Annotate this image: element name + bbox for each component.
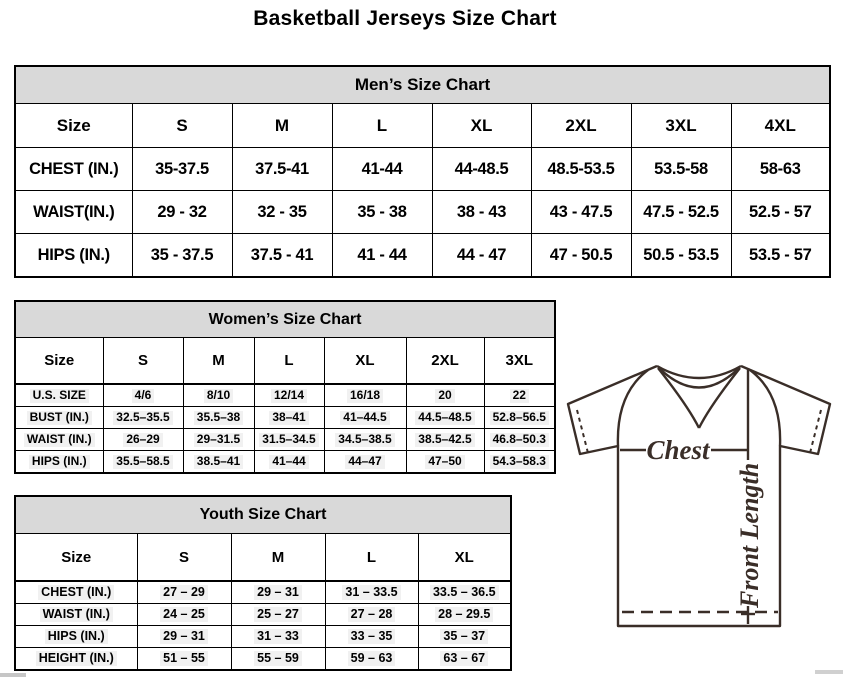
- col-header: S: [132, 104, 232, 148]
- jersey-outline: [568, 366, 830, 626]
- table-row: [15, 66, 830, 104]
- size-value-cell: 20: [406, 384, 484, 407]
- youth-size-chart-table: [14, 495, 512, 671]
- size-value-cell: 37.5 - 41: [232, 234, 332, 278]
- col-header: Size: [15, 534, 137, 582]
- size-value-cell: 44.5–48.5: [406, 407, 484, 429]
- size-value-cell: 32 - 35: [232, 191, 332, 234]
- table-row: [15, 407, 555, 429]
- size-value-cell: 35 – 37: [418, 626, 511, 648]
- size-value-cell: 44 - 47: [432, 234, 531, 278]
- row-label: CHEST (IN.): [15, 581, 137, 604]
- size-value-cell: 48.5-53.5: [531, 148, 631, 191]
- col-header: 3XL: [484, 338, 555, 385]
- row-label: WAIST (IN.): [15, 429, 103, 451]
- table-row: [15, 104, 830, 148]
- size-value-cell: 47.5 - 52.5: [631, 191, 731, 234]
- col-header: XL: [324, 338, 406, 385]
- col-header: XL: [418, 534, 511, 582]
- size-value-cell: 52.5 - 57: [731, 191, 830, 234]
- size-value-cell: 33 – 35: [325, 626, 418, 648]
- size-value-cell: 29 – 31: [231, 581, 325, 604]
- size-value-cell: 38 - 43: [432, 191, 531, 234]
- row-label: HEIGHT (IN.): [15, 648, 137, 671]
- col-header: L: [325, 534, 418, 582]
- col-header: Size: [15, 104, 132, 148]
- size-value-cell: 37.5-41: [232, 148, 332, 191]
- col-header: L: [332, 104, 432, 148]
- size-value-cell: 35.5–38: [183, 407, 254, 429]
- size-value-cell: 38–41: [254, 407, 324, 429]
- size-value-cell: 44–47: [324, 451, 406, 474]
- row-label: CHEST (IN.): [15, 148, 132, 191]
- table-row: [15, 384, 555, 407]
- col-header: 2XL: [531, 104, 631, 148]
- size-value-cell: 16/18: [324, 384, 406, 407]
- womens-size-chart-table: [14, 300, 556, 474]
- table-row: [15, 234, 830, 278]
- size-value-cell: 50.5 - 53.5: [631, 234, 731, 278]
- table-row: [15, 301, 555, 338]
- col-header: M: [231, 534, 325, 582]
- bottom-left-scrollbar-fragment: [0, 673, 26, 677]
- size-value-cell: 22: [484, 384, 555, 407]
- col-header: M: [183, 338, 254, 385]
- size-value-cell: 52.8–56.5: [484, 407, 555, 429]
- row-label: WAIST(IN.): [15, 191, 132, 234]
- size-value-cell: 41 - 44: [332, 234, 432, 278]
- chest-label: Chest: [646, 435, 710, 465]
- page-title: Basketball Jerseys Size Chart: [253, 7, 557, 30]
- row-label: HIPS (IN.): [15, 626, 137, 648]
- size-value-cell: 35 - 38: [332, 191, 432, 234]
- size-value-cell: 27 – 29: [137, 581, 231, 604]
- table-row: [15, 496, 511, 534]
- col-header: M: [232, 104, 332, 148]
- size-value-cell: 38.5–42.5: [406, 429, 484, 451]
- row-label: WAIST (IN.): [15, 604, 137, 626]
- size-value-cell: 33.5 – 36.5: [418, 581, 511, 604]
- front-length-label: Front Length: [735, 462, 764, 608]
- row-label: U.S. SIZE: [15, 384, 103, 407]
- table-row: [15, 429, 555, 451]
- table-row: [15, 451, 555, 474]
- col-header: L: [254, 338, 324, 385]
- table-row: [15, 534, 511, 582]
- col-header: Size: [15, 338, 103, 385]
- size-value-cell: 35.5–58.5: [103, 451, 183, 474]
- size-value-cell: 54.3–58.3: [484, 451, 555, 474]
- size-value-cell: 8/10: [183, 384, 254, 407]
- size-value-cell: 29 – 31: [137, 626, 231, 648]
- bottom-right-scrollbar-fragment: [815, 670, 843, 674]
- size-value-cell: 31 – 33.5: [325, 581, 418, 604]
- size-value-cell: 4/6: [103, 384, 183, 407]
- size-value-cell: 38.5–41: [183, 451, 254, 474]
- size-value-cell: 32.5–35.5: [103, 407, 183, 429]
- size-value-cell: 55 – 59: [231, 648, 325, 671]
- size-value-cell: 41–44: [254, 451, 324, 474]
- mens-chart-title: Men’s Size Chart: [15, 66, 830, 104]
- size-value-cell: 53.5 - 57: [731, 234, 830, 278]
- table-row: [15, 581, 511, 604]
- youth-chart-title: Youth Size Chart: [15, 496, 511, 534]
- table-row: [15, 604, 511, 626]
- col-header: XL: [432, 104, 531, 148]
- size-value-cell: 63 – 67: [418, 648, 511, 671]
- size-value-cell: 59 – 63: [325, 648, 418, 671]
- table-row: [15, 626, 511, 648]
- col-header: 2XL: [406, 338, 484, 385]
- table-row: [15, 148, 830, 191]
- size-value-cell: 29–31.5: [183, 429, 254, 451]
- size-value-cell: 28 – 29.5: [418, 604, 511, 626]
- table-row: [15, 191, 830, 234]
- size-value-cell: 26–29: [103, 429, 183, 451]
- womens-chart-title: Women’s Size Chart: [15, 301, 555, 338]
- size-value-cell: 58-63: [731, 148, 830, 191]
- table-row: [15, 338, 555, 385]
- size-value-cell: 35 - 37.5: [132, 234, 232, 278]
- size-value-cell: 29 - 32: [132, 191, 232, 234]
- size-value-cell: 31 – 33: [231, 626, 325, 648]
- row-label: HIPS (IN.): [15, 234, 132, 278]
- size-value-cell: 27 – 28: [325, 604, 418, 626]
- size-value-cell: 41-44: [332, 148, 432, 191]
- col-header: 4XL: [731, 104, 830, 148]
- size-value-cell: 51 – 55: [137, 648, 231, 671]
- mens-size-chart-table: [14, 65, 831, 278]
- size-value-cell: 34.5–38.5: [324, 429, 406, 451]
- size-value-cell: 47–50: [406, 451, 484, 474]
- row-label: BUST (IN.): [15, 407, 103, 429]
- size-value-cell: 53.5-58: [631, 148, 731, 191]
- jersey-measurement-diagram: [556, 358, 842, 656]
- size-value-cell: 47 - 50.5: [531, 234, 631, 278]
- size-value-cell: 35-37.5: [132, 148, 232, 191]
- col-header: S: [103, 338, 183, 385]
- col-header: 3XL: [631, 104, 731, 148]
- col-header: S: [137, 534, 231, 582]
- size-value-cell: 12/14: [254, 384, 324, 407]
- row-label: HIPS (IN.): [15, 451, 103, 474]
- size-value-cell: 24 – 25: [137, 604, 231, 626]
- size-value-cell: 44-48.5: [432, 148, 531, 191]
- size-value-cell: 25 – 27: [231, 604, 325, 626]
- size-value-cell: 31.5–34.5: [254, 429, 324, 451]
- table-row: [15, 648, 511, 671]
- size-value-cell: 46.8–50.3: [484, 429, 555, 451]
- size-value-cell: 41–44.5: [324, 407, 406, 429]
- size-value-cell: 43 - 47.5: [531, 191, 631, 234]
